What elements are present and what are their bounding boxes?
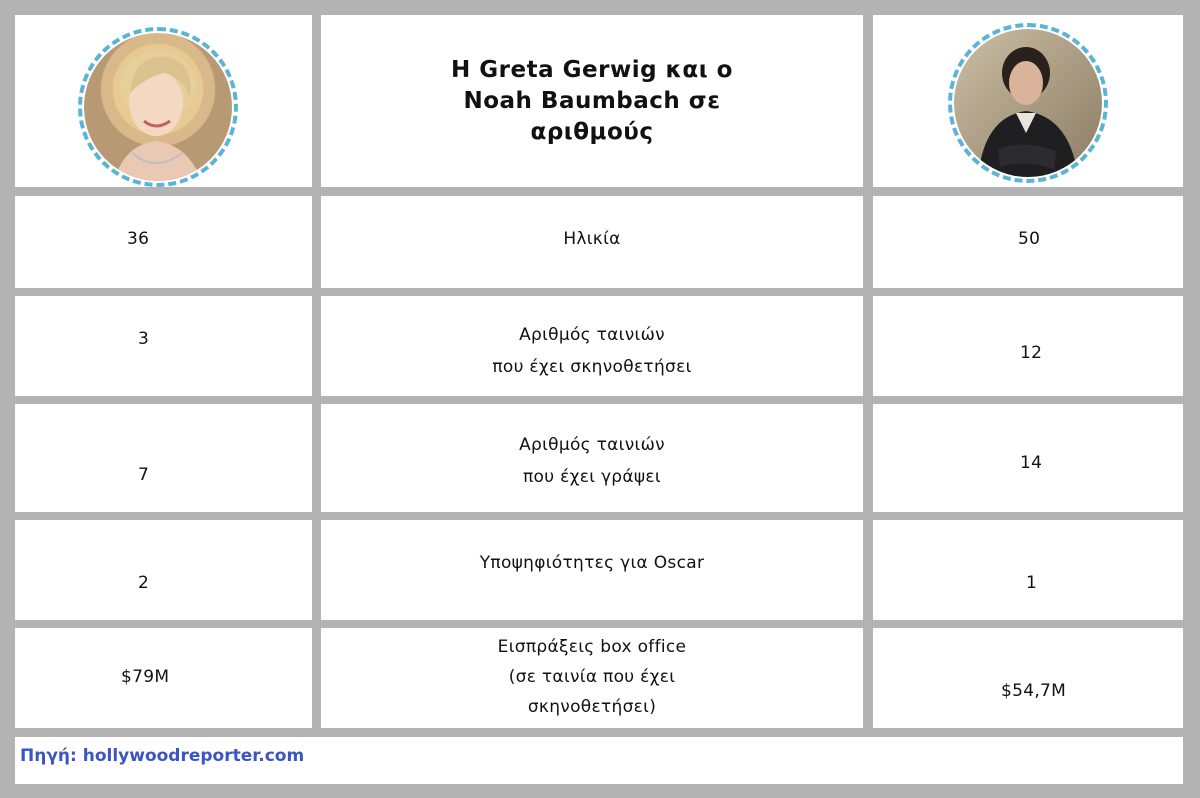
title-line-1: Η Greta Gerwig και ο xyxy=(451,57,733,83)
row-boxoffice-right xyxy=(873,628,1183,728)
title-line-2: Noah Baumbach σε xyxy=(463,88,721,114)
source-link[interactable]: Πηγή: hollywoodreporter.com xyxy=(20,746,305,766)
directed-label-line-1: Αριθμός ταινιών xyxy=(519,325,665,345)
greta-oscar-value: 2 xyxy=(138,573,150,593)
noah-oscar-value: 1 xyxy=(1026,573,1038,593)
boxoffice-label-line-2: (σε ταινία που έχει xyxy=(508,667,676,687)
greta-gerwig-avatar xyxy=(84,33,232,181)
directed-label-line-2: που έχει σκηνοθετήσει xyxy=(492,357,692,377)
greta-written-value: 7 xyxy=(138,465,150,485)
row-written-label xyxy=(321,404,863,512)
noah-boxoffice-value: $54,7M xyxy=(1001,681,1067,701)
boxoffice-label-line-3: σκηνοθετήσει) xyxy=(527,697,657,717)
row-age-left xyxy=(15,196,312,288)
greta-directed-value: 3 xyxy=(138,329,150,349)
row-oscar-label xyxy=(321,520,863,620)
header-right-cell xyxy=(873,15,1183,187)
written-label-line-1: Αριθμός ταινιών xyxy=(519,435,665,455)
row-directed-label xyxy=(321,296,863,396)
noah-written-value: 14 xyxy=(1020,453,1043,473)
greta-boxoffice-value: $79M xyxy=(121,667,170,687)
portrait-photo-icon xyxy=(954,29,1102,177)
row-written-left xyxy=(15,404,312,512)
row-age-label xyxy=(321,196,863,288)
portrait-photo-icon xyxy=(84,33,232,181)
row-written-right xyxy=(873,404,1183,512)
row-directed-left xyxy=(15,296,312,396)
row-age-right xyxy=(873,196,1183,288)
row-directed-right xyxy=(873,296,1183,396)
page-title xyxy=(321,55,863,148)
written-label-line-2: που έχει γράψει xyxy=(523,467,661,487)
row-oscar-left xyxy=(15,520,312,620)
age-label: Ηλικία xyxy=(563,229,621,249)
row-boxoffice-label xyxy=(321,628,863,728)
oscar-label: Υποψηφιότητες για Oscar xyxy=(479,553,705,573)
row-oscar-right xyxy=(873,520,1183,620)
noah-directed-value: 12 xyxy=(1020,343,1043,363)
boxoffice-label-line-1: Εισπράξεις box office xyxy=(497,637,687,657)
title-line-3: αριθμούς xyxy=(530,119,654,145)
header-left-cell xyxy=(15,15,312,187)
noah-baumbach-avatar xyxy=(954,29,1102,177)
noah-age-value: 50 xyxy=(1018,229,1041,249)
header-title-cell xyxy=(321,15,863,187)
greta-age-value: 36 xyxy=(127,229,150,249)
row-boxoffice-left xyxy=(15,628,312,728)
